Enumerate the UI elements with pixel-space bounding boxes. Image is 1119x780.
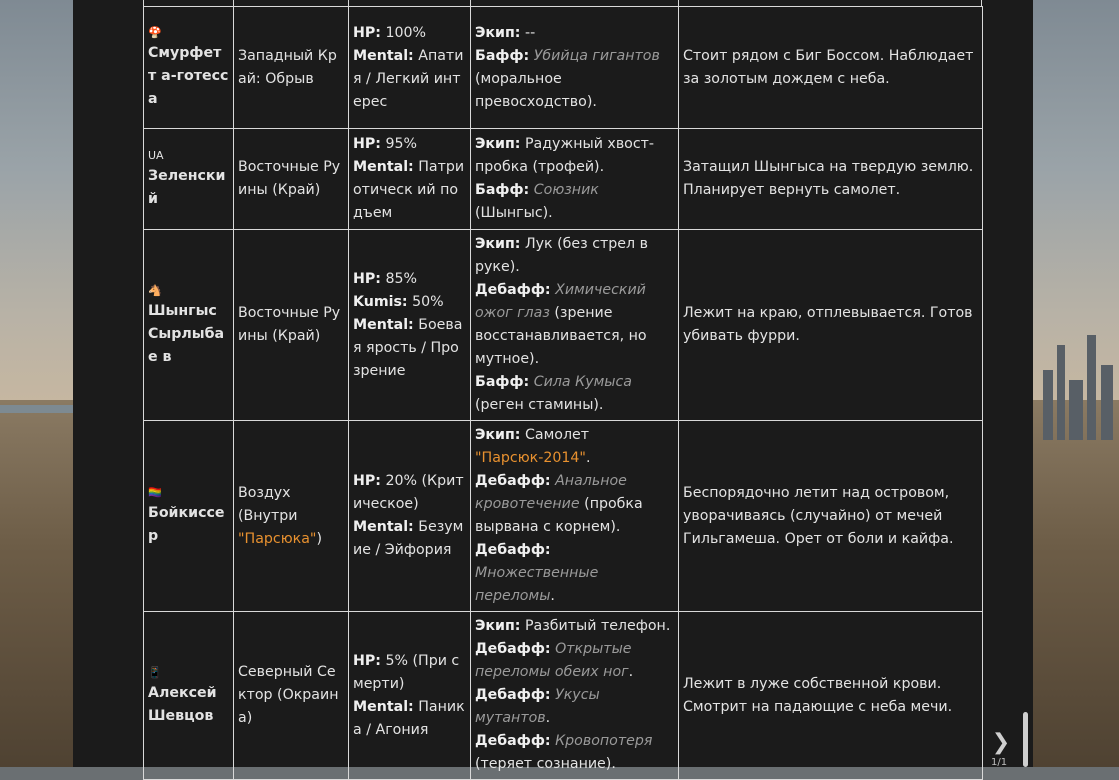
description-cell: Беспорядочно летит над островом, уворачиваясь (случайно) от мечей Гильгамеша. Орет от боли и кайфа. bbox=[679, 421, 983, 612]
location-cell: Восточные Руины (Край) bbox=[234, 129, 349, 230]
character-name: Алексей Шевцов bbox=[148, 684, 217, 724]
character-name-cell bbox=[144, 230, 234, 421]
character-status-table bbox=[143, 6, 983, 780]
table-row bbox=[144, 7, 983, 129]
character-name: Смурфетт а-готесса bbox=[148, 45, 229, 107]
stats-cell: HP: 20% (Критическое) Mental: Безумие / Эйфория bbox=[349, 421, 471, 612]
character-name-cell bbox=[144, 612, 234, 780]
effects-cell: Экип: Разбитый телефон. Дебафф: Открытые переломы обеих ног. Дебафф: Укусы мутантов. Дебафф: Кровопотеря (теряет сознание). bbox=[471, 612, 679, 780]
table-row bbox=[144, 421, 983, 612]
stats-cell: HP: 5% (При смерти) Mental: Паника / Агония bbox=[349, 612, 471, 780]
character-name-cell bbox=[144, 129, 234, 230]
effects-cell: Экип: Радужный хвост-пробка (трофей). Бафф: Союзник (Шынгыс). bbox=[471, 129, 679, 230]
next-page-chevron-icon[interactable]: ❯ bbox=[991, 730, 1011, 755]
character-name-cell bbox=[144, 421, 234, 612]
scrollbar-thumb[interactable] bbox=[1023, 712, 1028, 767]
horse-icon: 🐴 bbox=[148, 283, 162, 297]
description-cell: Стоит рядом с Биг Боссом. Наблюдает за золотым дождем с неба. bbox=[679, 7, 983, 129]
mushroom-icon: 🍄 bbox=[148, 26, 162, 39]
table-row bbox=[144, 129, 983, 230]
stats-cell: HP: 100% Mental: Апатия / Легкий интерес bbox=[349, 7, 471, 129]
table-row bbox=[144, 612, 983, 780]
location-cell: Воздух (Внутри "Парсюка") bbox=[234, 421, 349, 612]
ua-flag-icon: UA bbox=[148, 149, 164, 162]
description-cell: Лежит на краю, отплевывается. Готов убивать фурри. bbox=[679, 230, 983, 421]
character-name: Бойкиссе р bbox=[148, 505, 225, 544]
effects-cell: Экип: Лук (без стрел в руке). Дебафф: Химический ожог глаз (зрение восстанавливается, но мутное). Бафф: Сила Кумыса (реген стамины). bbox=[471, 230, 679, 421]
rainbow-flag-icon: 🏳️‍🌈 bbox=[148, 486, 162, 499]
location-cell: Западный Край: Обрыв bbox=[234, 7, 349, 129]
character-name-cell bbox=[144, 7, 234, 129]
description-cell: Затащил Шынгыса на твердую землю. Планирует вернуть самолет. bbox=[679, 129, 983, 230]
character-name: Зеленски й bbox=[148, 168, 226, 207]
effects-cell: Экип: Самолет "Парсюк-2014". Дебафф: Анальное кровотечение (пробка вырвана с корнем). Дебафф: Множественные переломы. bbox=[471, 421, 679, 612]
ruined-city-skyline bbox=[1035, 330, 1119, 440]
stats-cell: HP: 95% Mental: Патриотическ ий подъем bbox=[349, 129, 471, 230]
effects-cell: Экип: -- Бафф: Убийца гигантов (моральное превосходство). bbox=[471, 7, 679, 129]
location-cell: Северный Сектор (Окраина) bbox=[234, 612, 349, 780]
stats-cell: HP: 85% Kumis: 50% Mental: Боевая ярость / Прозрение bbox=[349, 230, 471, 421]
location-cell: Восточные Руины (Край) bbox=[234, 230, 349, 421]
page-indicator: 1/1 bbox=[991, 757, 1008, 768]
description-cell: Лежит в луже собственной крови. Смотрит на падающие с неба мечи. bbox=[679, 612, 983, 780]
sea-horizon bbox=[0, 405, 80, 413]
table-row bbox=[144, 230, 983, 421]
phone-icon: 📱 bbox=[148, 665, 162, 679]
character-name: Шынгыс Сырлыбае в bbox=[148, 302, 225, 365]
